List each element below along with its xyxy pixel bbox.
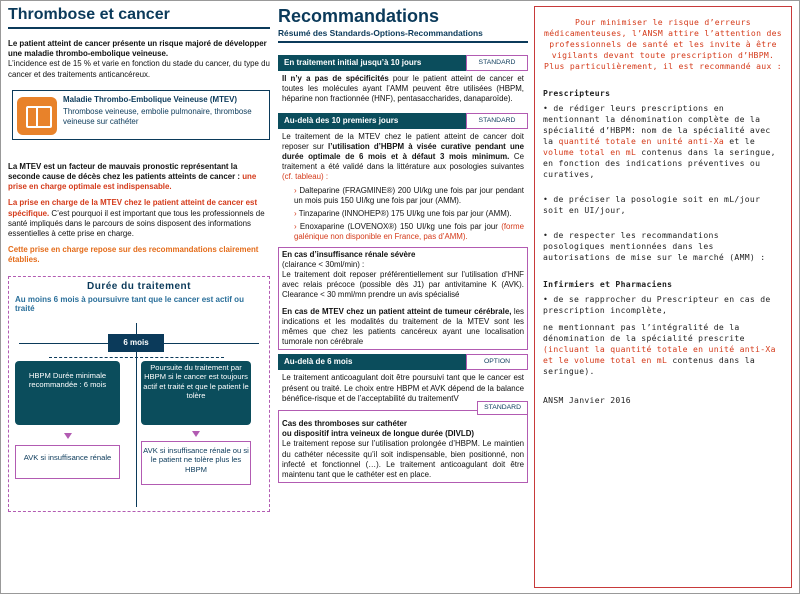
poursuite-box: Poursuite du traitement par HBPM si le cancer est toujours actif et traité et que le patient le tolère <box>141 361 251 425</box>
presc-item-1: • de rédiger leurs prescriptions en mentionnant la dénomination complète de la spécialité d’HBPM: nom de la spécialité avec la quantité totale en unité anti-Xa et le volume total en mL contenus dans la seringue, en fonction des indications préventives ou curatives, <box>543 103 776 179</box>
intro-incidence: L’incidence est de 15 % et varie en fonction du stade du cancer, du type du cancer et des traitements anticancéreux. <box>8 59 270 79</box>
mid-title: Recommandations <box>278 6 440 26</box>
timeline-arrow <box>49 357 224 358</box>
mid-subtitle: Résumé des Standards-Options-Recommandations <box>278 28 528 43</box>
duree-box <box>8 276 270 512</box>
drug-tinzaparine: › Tinzaparine (INNOHEP®) 175 UI/kg une fois par jour (AMM). <box>294 209 512 219</box>
presc-item-3: • de respecter les recommandations posologiques mentionnées dans les autorisations de mise sur le marché (AMM) : <box>543 230 766 262</box>
right-header: Pour minimiser le risque d’erreurs médicamenteuses, l’ANSM attire l’attention des professionnels de santé et les invite à être vigilants devant toute prescription d’HBPM. <box>544 17 782 60</box>
section-initial-kind: STANDARD <box>466 55 528 71</box>
signature: ANSM Janvier 2016 <box>543 395 631 405</box>
section-10days-text: Le traitement de la MTEV chez le patient atteint de cancer doit reposer sur l’utilisation d’HBPM à visée curative pendant une durée optimale de 6 mois et à défaut 3 mois minimum. Ce traitement a été validé dans la littérature aux posologies suivantes (cf. tableau) : <box>282 131 525 182</box>
facteur-text: La MTEV est un facteur de mauvais pronostic représentant la seconde cause de décès chez les patients atteints de cancer : une prise en charge optimale est indispensable. <box>8 161 257 192</box>
section-6months-kind: OPTION <box>466 354 528 370</box>
catheter-box <box>278 404 528 483</box>
prescripteurs-title: Prescripteurs <box>543 88 611 98</box>
renal-title: En cas d’insuffisance rénale sévère <box>282 249 416 259</box>
section-10days <box>278 113 528 129</box>
duree-title: Durée du traitement <box>87 280 191 292</box>
renal-text: Le traitement doit reposer préférentiellement sur l’utilisation d’HNF avec relais précoce (possible dès J1) par antivitamine K (AVK). Clearance < 30 mml/mn prendre un avis spécialisé <box>282 270 524 300</box>
mtev-title: Maladie Thrombo-Embolique Veineuse (MTEV) <box>63 94 238 104</box>
mtev-desc: Thrombose veineuse, embolie pulmonaire, thrombose veineuse sur cathéter <box>63 107 252 127</box>
section-10days-label: Au-delà des 10 premiers jours <box>278 113 466 129</box>
left-column <box>8 6 270 512</box>
section-10days-kind: STANDARD <box>466 113 528 129</box>
right-header-2: Plus particulièrement, il est recommandé aux : <box>544 61 782 71</box>
catheter-title: Cas des thromboses sur cathéter <box>282 419 407 429</box>
section-initial <box>278 55 528 71</box>
infirmiers-title: Infirmiers et Pharmaciens <box>543 279 673 289</box>
catheter-subtitle: ou dispositif intra veineux de longue durée (DIVLD) <box>282 429 475 439</box>
renal-sub: (clairance < 30ml/min) : <box>282 259 365 269</box>
prise-text: La prise en charge de la MTEV chez le patient atteint de cancer est spécifique. C’est pourquoi il est important que tous les professionnels de santé impliqués dans le parcours de soins disposent des informations essentielles à cette prise en charge. <box>8 198 265 239</box>
drug-enoxaparine: › Enoxaparine (LOVENOX®) 150 UI/kg une fois par jour (forme galénique non disponible en France, pas d’AMM). <box>294 222 524 242</box>
avk-hbpm-box: AVK si insuffisance rénale ou si le patient ne tolère plus les HBPM <box>141 441 251 485</box>
drug-dalteparine: › Dalteparine (FRAGMINE®) 200 UI/kg une fois par jour pendant un mois puis 150 UI/kg une fois par jour (AMM). <box>294 185 525 205</box>
right-column <box>534 6 792 588</box>
reco-text: Cette prise en charge repose sur des recommandations clairement établies. <box>8 245 259 265</box>
section-initial-label: En traitement initial jusqu’à 10 jours <box>278 55 466 71</box>
intro-risk: Le patient atteint de cancer présente un risque majoré de développer une maladie thrombo-embolique veineuse. <box>8 39 267 59</box>
six-months-badge: 6 mois <box>108 334 164 352</box>
mtev-box <box>12 90 270 140</box>
middle-column <box>278 6 528 483</box>
down-arrow-icon <box>64 433 72 439</box>
book-icon <box>17 97 57 135</box>
down-arrow-icon <box>192 431 200 437</box>
section-6months-text: Le traitement anticoagulant doit être poursuivi tant que le cancer est présent ou traité. Le choix entre HBPM et AVK dépend de la balance bénéfice-risque et de l’acceptabilité du traitementV <box>282 373 524 403</box>
hbpm-box: HBPM Durée minimale recommandée : 6 mois <box>15 361 120 425</box>
catheter-kind: STANDARD <box>477 401 528 415</box>
tumeur-text: En cas de MTEV chez un patient atteint de tumeur cérébrale, les indications et les modalités du traitement de la MTEV sont les mêmes que chez les patients cancéreux ayant une localisation tumorale non cérébrale <box>282 306 524 347</box>
inf-item-2: ne mentionnant pas l’intégralité de la dénomination de la spécialité prescrite (incluant la quantité totale en unité anti-Xa et le volume total en mL contenus dans la seringue). <box>543 322 776 376</box>
section-initial-text: Il n’y a pas de spécificités pour le patient atteint de cancer et toutes les molécules ayant l’AMM peuvent être utilisées (HBPM, héparine non fractionnée (HNF), pentasaccharides, danaparoïde). <box>282 74 524 104</box>
section-6months-label: Au-delà de 6 mois <box>278 354 466 370</box>
section-6months <box>278 354 528 370</box>
avk-renal-box: AVK si insuffisance rénale <box>15 445 120 479</box>
inf-item-1: • de se rapprocher du Prescripteur en cas de prescription incomplète, <box>543 294 771 315</box>
presc-item-2: • de préciser la posologie soit en mL/jour soit en UI/jour, <box>543 194 761 215</box>
renal-box <box>278 247 528 351</box>
duree-subtitle: Au moins 6 mois à poursuivre tant que le cancer est actif ou traité <box>15 294 244 313</box>
catheter-text: Le traitement repose sur l’utilisation prolongée d’HBPM. Le maintien du cathéter nécessite qu’il soit indispensable, bien positionné, non infecté et fonctionnel (…). Le traitement anticoagulant doit être maintenu tant que le cathéter est en place. <box>282 439 524 480</box>
left-title: Thrombose et cancer <box>8 6 270 29</box>
